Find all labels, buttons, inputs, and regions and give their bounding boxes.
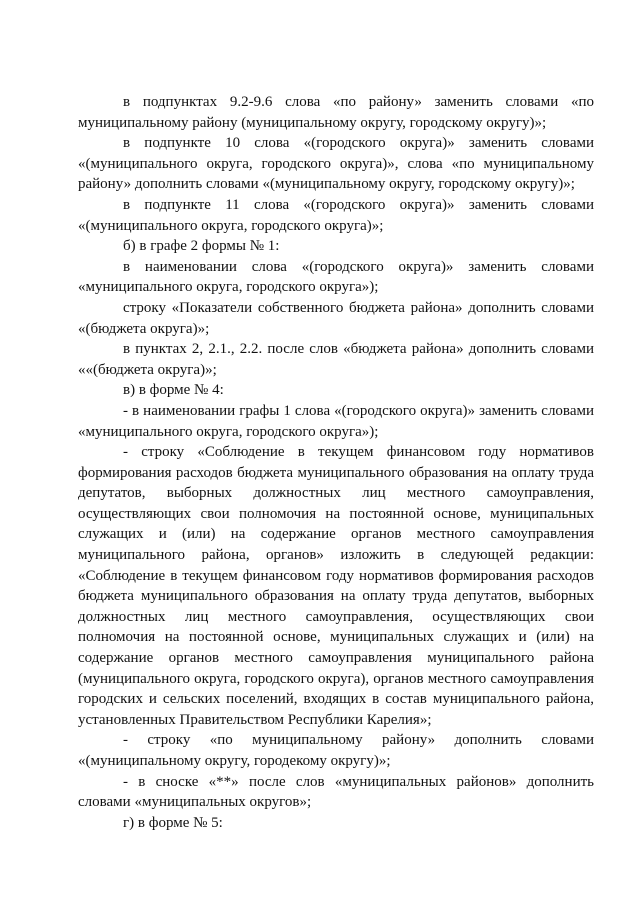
paragraph-item-b: б) в графе 2 формы № 1: bbox=[123, 238, 280, 255]
paragraph-subitems-9-2-9-6: в подпунктах 9.2-9.6 слова «по району» заменить словами «по муниципальному району (муниципальному округу, городскому округу)»; bbox=[78, 94, 594, 131]
paragraph-form4-row-district: - строку «по муниципальному району» дополнить словами «(муниципальному округу, городекому округу)»; bbox=[78, 732, 594, 769]
paragraph-item-g: г) в форме № 5: bbox=[123, 814, 223, 831]
paragraph-form1-title: в наименовании слова «(городского округа)» заменить словами «муниципального округа, городского округа»); bbox=[78, 258, 594, 296]
paragraph-item-v: в) в форме № 4: bbox=[123, 382, 224, 399]
paragraph-form4-footnote: - в сноске «**» после слов «муниципальных районов» дополнить словами «муниципальных округов»; bbox=[78, 773, 594, 811]
paragraph-subitem-10: в подпункте 10 слова «(городского округа)» заменить словами «(муниципального округа, городского округа)», слова «по муниципальному району» дополнить словами «(муниципальному округу, городскому округу)»; bbox=[78, 135, 594, 193]
paragraph-form1-row: строку «Показатели собственного бюджета района» дополнить словами «(бюджета округа)»; bbox=[78, 299, 594, 337]
paragraph-form4-column: - в наименовании графы 1 слова «(городского округа)» заменить словами «муниципального округа, городского округа»); bbox=[78, 402, 594, 440]
paragraph-form4-row-new-edition: - строку «Соблюдение в текущем финансовом году нормативов формирования расходов бюджета муниципального образования на оплату труда депутатов, выборных должностных лиц местного самоуправления, осуществляющих свои полномочия на постоянной основе, муниципальных служащих и (или) на содержание органов местного самоуправления муниципального района, органов» изложить в следующей редакции: «Соблюдение в текущем финансовом году нормативов формирования расходов бюджета муниципального образования на оплату труда депутатов, выборных должностных лиц местного самоуправления, осуществляющих свои полномочия на постоянной основе, муниципальных служащих и (или) на содержание органов местного самоуправления муниципального района (муниципального округа, городского округа), органов местного самоуправления городских и сельских поселений, входящих в состав муниципального района, установленных Правительством Республики Карелия»; bbox=[78, 444, 594, 728]
paragraph-form1-points: в пунктах 2, 2.1., 2.2. после слов «бюджета района» дополнить словами ««(бюджета округа)»; bbox=[78, 341, 594, 378]
paragraph-subitem-11: в подпункте 11 слова «(городского округа)» заменить словами «(муниципального округа, городского округа)»; bbox=[78, 196, 594, 234]
document-body bbox=[78, 92, 594, 833]
